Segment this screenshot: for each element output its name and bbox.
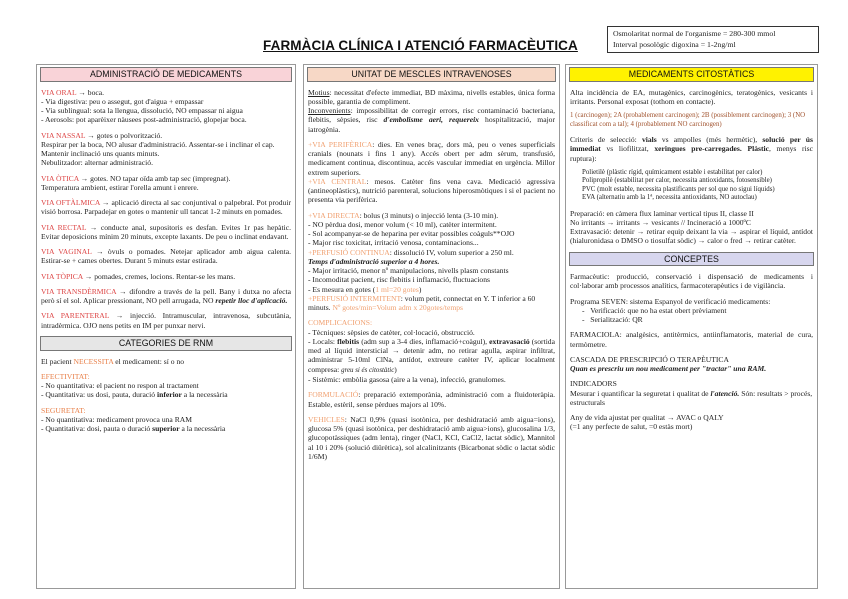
periferica-section <box>308 140 555 205</box>
rectal-section: VIA RECTAL → conducte anal, supositoris es desfan. Evites 1r pas hepàtic. Evitar deposicions mínim 20 minuts, excepte laxants. De peu o inclinat endavant. <box>41 222 291 241</box>
nasal-line: Respirar per la boca, NO alusar d'administració. Assentar-se i inclinar el cap. Mantenir inclinació uns quants minuts. <box>41 139 275 159</box>
extravasation-line: Extravasació: detenir → retirar equip deixant la via → aspirar el líquid, antídot (hialuronidasa o DMSO o tiosulfat sòdic) → calor o fred → retirar catèter. <box>570 227 813 246</box>
criteria-text: vs ampolles (més hermètic), <box>661 135 758 145</box>
complicacions-line: ) <box>394 364 397 374</box>
perfusio-continua-line: - Major irritació, menor nº manipulacions, nivells plasm constants <box>308 266 509 276</box>
indicadors-text: Són: resultats > procés, estructurals <box>570 388 813 407</box>
section-header-intravenous: UNITAT DE MESCLES INTRAVENOSES <box>307 67 556 82</box>
criteria-text: vs liofilitzat, <box>606 144 649 154</box>
carcinogen-categories: 1 (carcinogen); 2A (probablement carcinogen); 2B (possiblement carcinogen); 3 (NO classificat com a tal); 4 (probablement NO carcinogen) <box>570 112 806 128</box>
complicacions-line: (sortida med al líquid intersticial → detenir adm, no retirar agulla, aspirar infiltrat, administrar 5-10ml ClNa, antídot, extreure catèter IV, aplicar localment compresa: <box>308 336 555 374</box>
nasal-desc: gotes o polvorització. <box>96 130 163 140</box>
inconvenients-label: Inconvenients <box>308 106 351 116</box>
seguretat-title: SEGURETAT: <box>41 405 86 415</box>
motius-text: : necessitat d'efecte immediat, BD màxima, nivells estables, única forma possible, garantia de compliment. <box>308 87 555 106</box>
rnm-needs: NECESSITA <box>73 356 114 366</box>
seven-item: Serialització: QR <box>590 315 643 325</box>
otica-title: VIA ÒTICA <box>41 173 79 183</box>
plastic-item: Polipropilè (estabilitat per calor, necessita antioxidants, fotosensible) <box>582 177 772 185</box>
directa-line: - NO pèrdua dosi, menor volum (< 10 ml), catèter intermitent. <box>308 219 497 229</box>
plastic-item: PVC (molt estable, necessita plastificants per sol que no sigui líquids) <box>582 185 775 193</box>
drops-conversion: 1 ml=20 gotes <box>375 284 419 294</box>
seguretat-line: a la necessària <box>181 424 226 434</box>
criteria-vials: vials <box>641 135 657 145</box>
periferica-text: : dies. En venes braç, dors mà, peu o venes superficials cranials (nounats i fins 1 any). Accés obert per adm sèrum, transfusió, medicament continua, discontinua, accés vascular immediat en urgència. Millor extrem superiors. <box>308 139 556 177</box>
info-digoxin: Interval posològic digoxina = 1-2ng/ml <box>613 39 736 49</box>
section-header-concepts: CONCEPTES <box>569 252 814 267</box>
efectivitat-line: - No quantitativa: el pacient no respon al tractament <box>41 381 199 391</box>
directa-line: - Major risc toxicitat, irritació venosa, contaminacions... <box>308 238 479 248</box>
motius-section <box>308 88 555 134</box>
transdermica-desc: difondre a través de la pell. Bany i dutxa no afecta però sí el sol. Aplicar pressionant, NO pell arrugada, NO <box>41 286 292 306</box>
preparation-line: No irritants → irritants → vesicants // Incineració a 1000ºC <box>570 217 751 227</box>
vaginal-title: VIA VAGINAL <box>41 247 92 257</box>
otica-desc: gotes. NO tapar oïda amb tap sec (impregnat). <box>90 173 231 183</box>
perfusio-intermitent-text: : volum petit, connectat en Y. T inferior a 60 minuts. <box>308 293 536 313</box>
motius-label: Motius <box>308 87 330 97</box>
oral-line: - Via digestiva: peu o assegut, got d'aigua + empassar <box>41 96 204 106</box>
seguretat-line: - No quantitativa: medicament provoca una RAM <box>41 414 192 424</box>
section-header-cytostatic: MEDICAMENTS CITOSTÀTICS <box>569 67 814 82</box>
efectivitat-inferior: inferior <box>157 390 182 400</box>
plastic-item: Polietilè (plàstic rígid, químicament estable i estabilitat per calor) <box>582 168 763 176</box>
plastics-list <box>570 169 813 203</box>
perfusio-continua-line: - Es mesura en gotes ( <box>308 284 376 294</box>
nasal-line: Nebulitzador: alternar administració. <box>41 158 153 168</box>
farmaciola-text: FARMACIOLA: analgèsics, antitèrmics, antiinflamatoris, material de cura, termòmetre. <box>570 330 813 349</box>
complicacions-line: (adm sup a 3-4 dies, inflamació+coàgul), <box>361 336 488 346</box>
nasal-section: VIA NASSAL → gotes o polvorització. Respirar per la boca, NO alusar d'administració. Assentar-se i inclinar el cap. Mantenir inclinació uns quants minuts. Nebulitzador: alternar administració. <box>41 130 275 168</box>
column-administration <box>36 64 296 589</box>
qaly-line: Any de vida ajustat per qualitat → AVAC o QALY <box>570 413 724 423</box>
complicacions-section <box>308 318 555 384</box>
complicacions-flebitis: flebitis <box>337 336 360 346</box>
central-text: : mesos. Catèter fins vena cava. Medicació agressiva (antineoplàstics), nutrició parenteral, solucions hiperosmòtiques i si el pacient no presenta via perifèrica. <box>308 176 555 205</box>
seven-item: Verificació: que no ha estat obert prèviament <box>590 305 727 315</box>
efectivitat-line: - Quantitativa: us dosi, pauta, duració <box>41 390 156 400</box>
info-osmolarity: Osmolaritat normal de l'organisme = 280-300 mmol <box>613 29 776 38</box>
otica-line: Temperatura ambient, estirar l'orella amunt i enrere. <box>41 182 199 192</box>
column-intravenous <box>303 64 560 589</box>
directa-title: +VIA DIRECTA <box>308 210 360 220</box>
preparation-section <box>570 209 813 246</box>
pharmacist-definition: Farmacèutic: producció, conservació i dispensació de medicaments i col·laborar amb processos analítics, farmacoterapèutics i de vigilància. <box>570 272 813 291</box>
complicacions-title: COMPLICACIONS: <box>308 318 373 328</box>
seguretat-section <box>41 406 291 434</box>
vaginal-section: VIA VAGINAL → òvuls o pomades. Netejar aplicador amb aigua calenta. Estirar-se + cames obertes. Durant 5 minuts estar estirada. <box>41 247 292 266</box>
indicadors-text: Mesurar i quantificar la seguretat i qualitat de <box>570 388 709 398</box>
complicacions-line: - Sistèmic: embòlia gasosa (aire a la vena), infecció, granulomes. <box>308 375 506 385</box>
cascada-note: Quan es prescriu un nou medicament per "tractar" una RAM. <box>570 364 767 374</box>
parenteral-title: VIA PARENTERAL <box>41 311 110 321</box>
drops-formula: Nº gotes/min=Volum adm x 20gotes/temps <box>332 303 464 313</box>
criteria-syringes: xeringues pre-carregades. Plàstic <box>654 144 769 154</box>
formulacio-text: : preparació extemporània, administració com a fluidoteràpia. Estable, estèril, sense pèrdues majors al 10%. <box>308 390 555 409</box>
cascada-title: CASCADA DE PRESCRIPCIÓ O TERAPÈUTICA <box>570 354 729 364</box>
transdermica-note: repetir lloc d'aplicació. <box>215 296 288 306</box>
complicacions-extravasacio: extravasació <box>489 336 530 346</box>
oftalmica-desc: aplicació directa al sac conjuntival o palpebral. Pot produir visió borrosa. Parpadejar en gotes o mantenir ull tancat 1-2 minuts en pomades. <box>41 198 291 217</box>
perfusio-continua-line: ) <box>418 284 422 294</box>
efectivitat-title: EFECTIVITAT: <box>41 371 90 381</box>
central-title: +VIA CENTRAL <box>308 176 367 186</box>
perfusio-intermitent-title: +PERFUSIÓ INTERMITENT <box>308 293 401 303</box>
parenteral-desc: injecció. Intramuscular, intravenosa, subcutània, intradèrmica. OJO nens petits en IM per punxar nervi. <box>41 311 292 330</box>
criteria-immediate: solució per ús immediat <box>570 135 813 154</box>
topica-title: VIA TÒPICA <box>41 271 83 281</box>
vehicles-title: VEHICLES <box>308 414 345 424</box>
cytostatic-intro: Alta incidència de EA, mutagènics, carcinogènics, teratogènics, vesicants i irritants. Personal exposat (tothom en contacte). <box>570 87 813 106</box>
seguretat-superior: superior <box>152 424 180 434</box>
parenteral-section: VIA PARENTERAL → injecció. Intramuscular, intravenosa, subcutània, intradèrmica. OJO nens petits en IM per punxar nervi. <box>41 311 292 330</box>
seguretat-line: - Quantitativa: dosi, pauta o duració <box>41 424 151 434</box>
inconvenients-note: d'embolisme aeri, requereix <box>383 115 479 125</box>
seven-section: Programa SEVEN: sistema Espanyol de verificació medicaments: - Verificació: que no ha estat obert prèviament - Serialització: QR <box>570 296 771 325</box>
oral-title: VIA ORAL <box>41 87 77 97</box>
vehicles-text: : NaCl 0,9% (quasi isotònica, per deshidratació amb aigua=ions), glucosa 5% (quasi isotònica, per deshidratació amb aigua>ions), glucosalina 1/3, glucopotàssiques (adm lenta), ringer (NaCl, KCl, CaCl2, lactat sòdic), Mannitol al 10 i 20% (solució diürètica), sol alcalinitzants (Bicarbonat sòdic o lactat sòdic 1/6M) <box>308 414 555 461</box>
directa-text: : bolus (3 minuts) o injecció lenta (3-10 min). <box>359 210 499 220</box>
oftalmica-title: VIA OFTÀLMICA <box>41 198 100 208</box>
preparation-line: Preparació: en càmera flux laminar vertical tipus II, classe II <box>570 208 754 218</box>
oftalmica-section: VIA OFTÀLMICA → aplicació directa al sac conjuntival o palpebral. Pot produir visió borrosa. Parpadejar en gotes o mantenir ull tancat 1-2 minuts en pomades. <box>41 198 291 217</box>
complicacions-line: - Tècniques: sèpsies de catèter, col·locació, obstrucció. <box>308 327 475 337</box>
efectivitat-section <box>41 372 291 400</box>
transdermica-section: VIA TRANSDÈRMICA → difondre a través de la pell. Bany i dutxa no afecta però sí el sol. Aplicar pressionant, NO pell arrugada, NO repetir lloc d'aplicació. <box>41 286 292 306</box>
nasal-title: VIA NASSAL <box>41 130 86 140</box>
perfusio-continua-note: Temps d'administració superior a 4 hores. <box>308 256 440 266</box>
rectal-title: VIA RECTAL <box>41 222 87 232</box>
vaginal-desc: òvuls o pomades. Netejar aplicador amb aigua calenta. Estirar-se + cames obertes. Durant 5 minuts estar estirada. <box>41 247 292 266</box>
topica-desc: pomades, cremes, locions. Rentar-se les mans. <box>94 271 236 281</box>
formulacio-section <box>308 390 555 409</box>
directa-section <box>308 211 555 313</box>
directa-line: - Sol acompanyar-se de heparina per evitar possibles coàguls**OJO <box>308 229 515 239</box>
qaly-section <box>570 413 813 432</box>
formulacio-title: FORMULACIÓ <box>308 390 359 400</box>
rnm-intro <box>41 357 291 366</box>
column-cytostatic <box>565 64 818 589</box>
complicacions-note: greu si és citostàtic <box>341 366 395 374</box>
cascada-section <box>570 355 813 374</box>
transdermica-title: VIA TRANSDÈRMICA <box>41 286 117 296</box>
page-title: FARMÀCIA CLÍNICA I ATENCIÓ FARMACÈUTICA <box>263 38 578 53</box>
efectivitat-line: a la necessària <box>183 390 228 400</box>
inconvenients-text: : impossibilitat de corregir errors, risc contaminació bacteriana, flebitis, sèpsies, risc <box>308 106 555 125</box>
oral-section: VIA ORAL → boca. - Via digestiva: peu o assegut, got d'aigua + empassar - Via sublingual: sota la llengua, dissolució, NO empassar ni aigua - Aerosols: pot aparèixer nàusees post-administració, glopejar boca. <box>41 87 247 125</box>
perfusio-continua-line: - Incomoditat pacient, risc flebitis i inflamació, fluctuacions <box>308 275 490 285</box>
plastic-item: EVA (alternatiu amb la 1ª, necessita antioxidants, NO autoclau) <box>582 194 757 202</box>
periferica-title: +VIA PERIFÈRICA <box>308 139 373 149</box>
criteria-text: Criteris de selecció: <box>570 135 637 145</box>
criteria-text: , menys risc ruptura): <box>570 144 814 163</box>
oral-desc: boca. <box>87 87 104 97</box>
indicadors-title: INDICADORS <box>570 379 617 389</box>
perfusio-continua-text: : dissolució IV, volum superior a 250 ml. <box>389 247 514 257</box>
seven-title: Programa SEVEN: sistema Espanyol de verificació medicaments: <box>570 296 771 306</box>
info-box <box>607 26 819 53</box>
vehicles-section <box>308 415 555 461</box>
section-header-administration: ADMINISTRACIÓ DE MEDICAMENTS <box>40 67 292 82</box>
section-header-rnm: CATEGORIES DE RNM <box>40 336 292 351</box>
selection-criteria <box>570 135 813 163</box>
otica-section: VIA ÒTICA → gotes. NO tapar oïda amb tap sec (impregnat). Temperatura ambient, estirar l'orella amunt i enrere. <box>41 173 231 192</box>
rnm-intro-text: El pacient <box>41 356 72 366</box>
perfusio-continua-title: +PERFUSIÓ CONTINUA <box>308 247 390 257</box>
indicadors-section <box>570 379 813 407</box>
inconvenients-text: hospitalització, major iatrogènia. <box>308 115 555 134</box>
rectal-desc: conducte anal, supositoris es desfan. Evites 1r pas hepàtic. Evitar deposicions mínim 20 minuts, excepte laxants. De peu o inclinat endavant. <box>41 222 291 241</box>
oral-line: - Via sublingual: sota la llengua, dissolució, NO empassar ni aigua <box>41 106 243 116</box>
oral-line: - Aerosols: pot aparèixer nàusees post-administració, glopejar boca. <box>41 115 247 125</box>
complicacions-locals: - Locals: <box>308 336 336 346</box>
indicadors-note: l'atenció. <box>710 388 740 398</box>
rnm-intro-text: el medicament: sí o no <box>115 356 185 366</box>
topica-section: VIA TÒPICA → pomades, cremes, locions. Rentar-se les mans. <box>41 271 236 281</box>
qaly-line: (=1 any perfecte de salut, =0 estàs mort) <box>570 422 693 432</box>
